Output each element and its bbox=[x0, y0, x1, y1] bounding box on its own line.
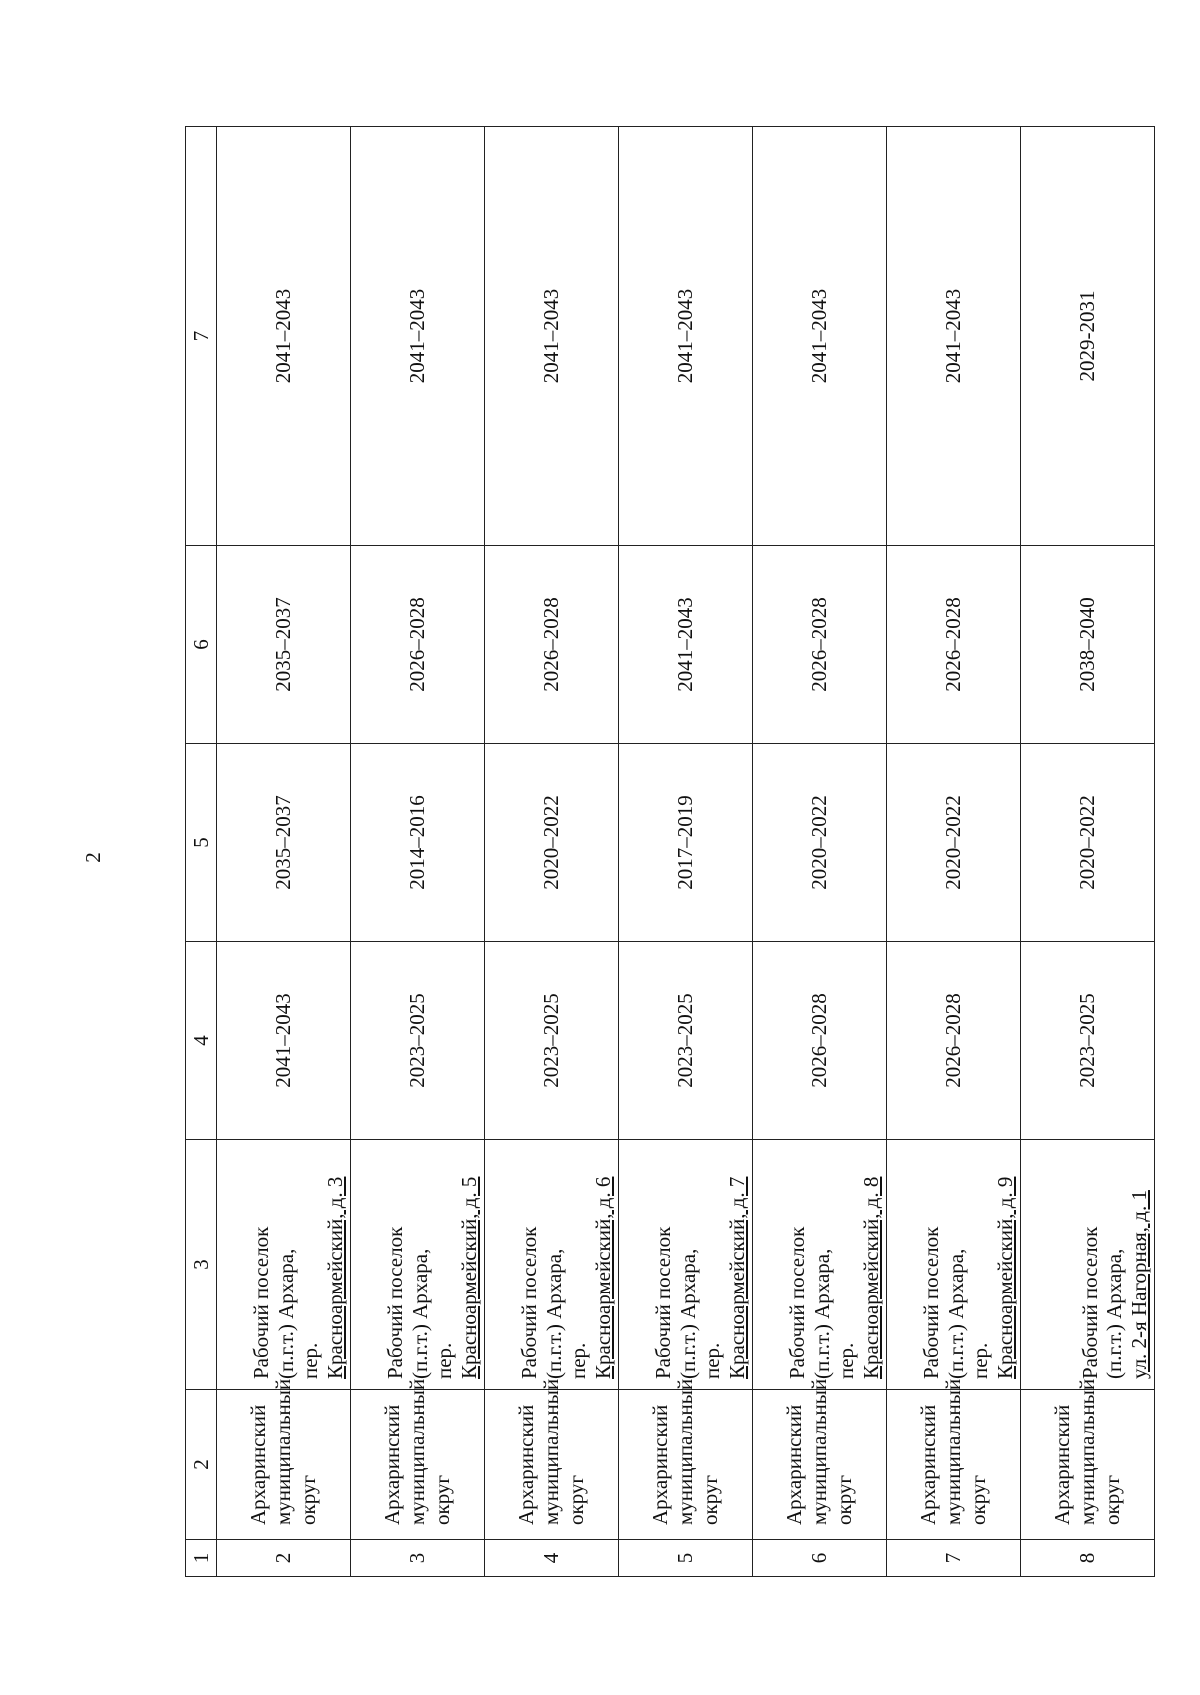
address-line: Красноармейский, д. 7 bbox=[725, 1176, 750, 1379]
address-line: ул. 2-я Нагорная, д. 1 bbox=[1127, 1190, 1152, 1379]
municipality-cell bbox=[217, 1378, 351, 1540]
municipality-line: муниципальный bbox=[1075, 1378, 1100, 1525]
municipality-line: муниципальный bbox=[271, 1378, 296, 1525]
address-cell bbox=[485, 1140, 619, 1390]
municipality-line: муниципальный bbox=[405, 1378, 430, 1525]
col5-period-cell: 2020–2022 bbox=[753, 744, 887, 942]
rotated-table-sheet bbox=[185, 127, 1152, 1577]
municipality-line: Архаринский bbox=[782, 1404, 807, 1525]
municipality-line: округ bbox=[563, 1474, 588, 1525]
municipality-line: муниципальный bbox=[941, 1378, 966, 1525]
address-line: Рабочий поселок bbox=[516, 1226, 541, 1379]
address-line: (п.г.т.) Архара, bbox=[407, 1248, 432, 1379]
address-line: Красноармейский, д. 3 bbox=[323, 1176, 348, 1379]
municipality-line: муниципальный bbox=[807, 1378, 832, 1525]
municipality-line: Архаринский bbox=[916, 1404, 941, 1525]
municipality-cell bbox=[485, 1378, 619, 1540]
col5-period-cell: 2020–2022 bbox=[485, 744, 619, 942]
municipality-line: округ bbox=[965, 1474, 990, 1525]
col6-period-cell: 2026–2028 bbox=[351, 546, 485, 744]
municipality-line: округ bbox=[1099, 1474, 1124, 1525]
address-line: Рабочий поселок bbox=[248, 1226, 273, 1379]
col7-period-cell: 2029-2031 bbox=[1021, 127, 1155, 546]
address-cell bbox=[887, 1140, 1021, 1390]
col7-period-cell: 2041–2043 bbox=[351, 127, 485, 546]
header-row bbox=[186, 127, 217, 1577]
table-row bbox=[217, 127, 351, 1577]
col6-period-cell: 2026–2028 bbox=[887, 546, 1021, 744]
row-number-cell: 5 bbox=[619, 1540, 753, 1577]
address-line: Рабочий поселок bbox=[1077, 1226, 1102, 1379]
col4-period-cell: 2023–2025 bbox=[351, 942, 485, 1140]
address-line: Красноармейский, д. 8 bbox=[859, 1176, 884, 1379]
address-line: Рабочий поселок bbox=[784, 1226, 809, 1379]
municipality-line: округ bbox=[831, 1474, 856, 1525]
municipality-cell bbox=[351, 1378, 485, 1540]
col6-period-cell: 2026–2028 bbox=[485, 546, 619, 744]
table-row bbox=[619, 127, 753, 1577]
table-row bbox=[351, 127, 485, 1577]
header-cell-4: 4 bbox=[186, 942, 217, 1140]
row-number-cell: 7 bbox=[887, 1540, 1021, 1577]
address-cell bbox=[619, 1140, 753, 1390]
address-line: пер. bbox=[298, 1342, 323, 1379]
address-cell bbox=[753, 1140, 887, 1390]
row-number-cell: 3 bbox=[351, 1540, 485, 1577]
col6-period-cell: 2041–2043 bbox=[619, 546, 753, 744]
col6-period-cell: 2026–2028 bbox=[753, 546, 887, 744]
col4-period-cell: 2026–2028 bbox=[887, 942, 1021, 1140]
municipality-line: Архаринский bbox=[246, 1404, 271, 1525]
municipality-cell bbox=[1021, 1378, 1155, 1540]
municipality-line: Архаринский bbox=[380, 1404, 405, 1525]
municipality-line: муниципальный bbox=[539, 1378, 564, 1525]
address-line: (п.г.т.) Архара, bbox=[1102, 1248, 1127, 1379]
table-row bbox=[887, 127, 1021, 1577]
address-cell bbox=[351, 1140, 485, 1390]
col6-period-cell: 2038–2040 bbox=[1021, 546, 1155, 744]
row-number-cell: 4 bbox=[485, 1540, 619, 1577]
address-line: пер. bbox=[834, 1342, 859, 1379]
address-line: пер. bbox=[566, 1342, 591, 1379]
municipality-line: округ bbox=[697, 1474, 722, 1525]
table-row bbox=[1021, 127, 1155, 1577]
address-line: Рабочий поселок bbox=[382, 1226, 407, 1379]
page-number: 2 bbox=[80, 852, 105, 863]
col7-period-cell: 2041–2043 bbox=[887, 127, 1021, 546]
header-cell-2: 2 bbox=[186, 1390, 217, 1540]
municipality-line: муниципальный bbox=[673, 1378, 698, 1525]
municipality-line: Архаринский bbox=[514, 1404, 539, 1525]
address-line: (п.г.т.) Архара, bbox=[273, 1248, 298, 1379]
col4-period-cell: 2023–2025 bbox=[1021, 942, 1155, 1140]
col5-period-cell: 2035–2037 bbox=[217, 744, 351, 942]
col5-period-cell: 2020–2022 bbox=[1021, 744, 1155, 942]
address-cell bbox=[1021, 1140, 1155, 1390]
address-cell bbox=[217, 1140, 351, 1390]
table-row bbox=[485, 127, 619, 1577]
address-line: (п.г.т.) Архара, bbox=[943, 1248, 968, 1379]
address-line: (п.г.т.) Архара, bbox=[675, 1248, 700, 1379]
schedule-table bbox=[185, 126, 1155, 1577]
header-cell-5: 5 bbox=[186, 744, 217, 942]
header-cell-1: 1 bbox=[186, 1540, 217, 1577]
municipality-line: округ bbox=[429, 1474, 454, 1525]
municipality-cell bbox=[887, 1378, 1021, 1540]
row-number-cell: 6 bbox=[753, 1540, 887, 1577]
address-line: пер. bbox=[700, 1342, 725, 1379]
row-number-cell: 2 bbox=[217, 1540, 351, 1577]
municipality-line: Архаринский bbox=[648, 1404, 673, 1525]
header-cell-6: 6 bbox=[186, 546, 217, 744]
municipality-cell bbox=[619, 1378, 753, 1540]
col6-period-cell: 2035–2037 bbox=[217, 546, 351, 744]
header-cell-7: 7 bbox=[186, 127, 217, 546]
col5-period-cell: 2017–2019 bbox=[619, 744, 753, 942]
col4-period-cell: 2023–2025 bbox=[619, 942, 753, 1140]
address-line: Красноармейский, д. 6 bbox=[591, 1176, 616, 1379]
col7-period-cell: 2041–2043 bbox=[485, 127, 619, 546]
col5-period-cell: 2014–2016 bbox=[351, 744, 485, 942]
municipality-cell bbox=[753, 1378, 887, 1540]
col7-period-cell: 2041–2043 bbox=[753, 127, 887, 546]
col4-period-cell: 2023–2025 bbox=[485, 942, 619, 1140]
address-line: (п.г.т.) Архара, bbox=[541, 1248, 566, 1379]
address-line: Рабочий поселок bbox=[650, 1226, 675, 1379]
address-line: Красноармейский, д. 9 bbox=[993, 1176, 1018, 1379]
row-number-cell: 8 bbox=[1021, 1540, 1155, 1577]
address-line: (п.г.т.) Архара, bbox=[809, 1248, 834, 1379]
col7-period-cell: 2041–2043 bbox=[619, 127, 753, 546]
col7-period-cell: 2041–2043 bbox=[217, 127, 351, 546]
address-line: пер. bbox=[968, 1342, 993, 1379]
table-row bbox=[753, 127, 887, 1577]
municipality-line: Архаринский bbox=[1050, 1404, 1075, 1525]
address-line: Рабочий поселок bbox=[918, 1226, 943, 1379]
address-line: пер. bbox=[432, 1342, 457, 1379]
municipality-line: округ bbox=[295, 1474, 320, 1525]
header-cell-3: 3 bbox=[186, 1140, 217, 1390]
col4-period-cell: 2026–2028 bbox=[753, 942, 887, 1140]
table-rotor bbox=[185, 127, 1152, 1577]
col5-period-cell: 2020–2022 bbox=[887, 744, 1021, 942]
address-line: Красноармейский, д. 5 bbox=[457, 1176, 482, 1379]
col4-period-cell: 2041–2043 bbox=[217, 942, 351, 1140]
